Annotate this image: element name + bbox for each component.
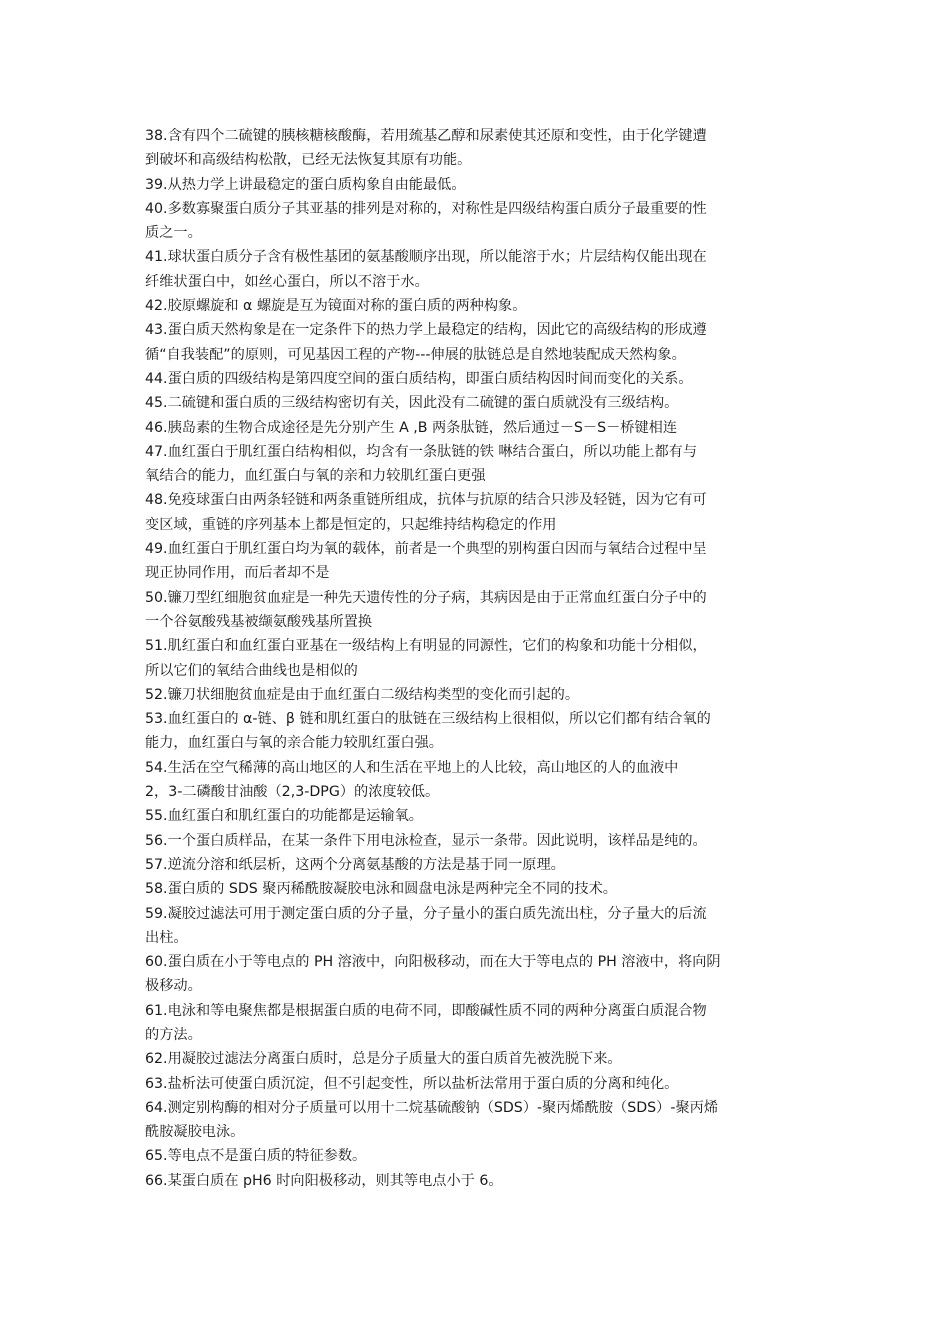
text-line: 53.血红蛋白的 α-链、β 链和肌红蛋白的肽链在三级结构上很相似，所以它们都有结合氧的: [145, 711, 711, 728]
document-body: [145, 124, 805, 1193]
text-line: 59.凝胶过滤法可用于测定蛋白质的分子量，分子量小的蛋白质先流出柱，分子量大的后流: [145, 905, 707, 922]
text-line: 能力，血红蛋白与氧的亲合能力较肌红蛋白强。: [145, 735, 443, 752]
text-line: 极移动。: [145, 978, 202, 995]
text-line: 纤维状蛋白中，如丝心蛋白，所以不溶于水。: [145, 273, 429, 290]
text-line: 58.蛋白质的 SDS 聚丙稀酰胺凝胶电泳和圆盘电泳是两种完全不同的技术。: [145, 881, 617, 898]
text-line: 55.血红蛋白和肌红蛋白的功能都是运输氧。: [145, 808, 423, 825]
text-line: 62.用凝胶过滤法分离蛋白质时，总是分子质量大的蛋白质首先被洗脱下来。: [145, 1051, 622, 1068]
text-line: 酰胺凝胶电泳。: [145, 1124, 245, 1141]
text-line: 42.胶原螺旋和 α 螺旋是互为镜面对称的蛋白质的两种构象。: [145, 298, 527, 315]
text-line: 现正协同作用，而后者却不是: [145, 565, 330, 582]
text-line: 63.盐析法可使蛋白质沉淀，但不引起变性，所以盐析法常用于蛋白质的分离和纯化。: [145, 1075, 679, 1092]
text-line: 49.血红蛋白于肌红蛋白均为氧的载体，前者是一个典型的别构蛋白因而与氧结合过程中呈: [145, 541, 707, 558]
text-line: 出柱。: [145, 929, 188, 946]
text-line: 65.等电点不是蛋白质的特征参数。: [145, 1148, 367, 1165]
text-line: 氧结合的能力，血红蛋白与氧的亲和力较肌红蛋白更强: [145, 468, 486, 485]
text-line: 57.逆流分溶和纸层析，这两个分离氨基酸的方法是基于同一原理。: [145, 856, 565, 873]
text-line: 的方法。: [145, 1026, 202, 1043]
text-line: 到破坏和高级结构松散，已经无法恢复其原有功能。: [145, 152, 472, 169]
text-line: 64.测定别构酶的相对分子质量可以用十二烷基硫酸钠（SDS）-聚丙烯酰胺（SDS）-聚丙烯: [145, 1099, 719, 1116]
text-line: 51.肌红蛋白和血红蛋白亚基在一级结构上有明显的同源性，它们的构象和功能十分相似，: [145, 638, 707, 655]
text-line: 质之一。: [145, 225, 202, 242]
text-line: 47.血红蛋白于肌红蛋白结构相似，均含有一条肽链的铁 啉结合蛋白，所以功能上都有与: [145, 443, 698, 460]
text-line: 52.镰刀状细胞贫血症是由于血红蛋白二级结构类型的变化而引起的。: [145, 686, 580, 703]
text-line: 所以它们的氧结合曲线也是相似的: [145, 662, 358, 679]
text-line: 48.免疫球蛋白由两条轻链和两条重链所组成，抗体与抗原的结合只涉及轻链，因为它有可: [145, 492, 707, 509]
text-line: 39.从热力学上讲最稳定的蛋白质构象自由能最低。: [145, 176, 466, 193]
text-line: 38.含有四个二硫键的胰核糖核酸酶，若用巯基乙醇和尿素使其还原和变性，由于化学键遭: [145, 128, 707, 144]
text-line: 43.蛋白质天然构象是在一定条件下的热力学上最稳定的结构，因此它的高级结构的形成遵: [145, 322, 707, 339]
text-line: 41.球状蛋白质分子含有极性基团的氨基酸顺序出现，所以能溶于水；片层结构仅能出现在: [145, 249, 707, 266]
text-line: 54.生活在空气稀薄的高山地区的人和生活在平地上的人比较，高山地区的人的血液中: [145, 759, 679, 776]
text-line: 一个谷氨酸残基被缬氨酸残基所置换: [145, 613, 373, 630]
text-line: 44.蛋白质的四级结构是第四度空间的蛋白质结构，即蛋白质结构因时间而变化的关系。: [145, 370, 693, 387]
text-line: 60.蛋白质在小于等电点的 PH 溶液中，向阳极移动，而在大于等电点的 PH 溶液中，将向阴: [145, 954, 721, 971]
text-line: 66.某蛋白质在 pH6 时向阳极移动，则其等电点小于 6。: [145, 1172, 503, 1189]
text-line: 50.镰刀型红细胞贫血症是一种先天遗传性的分子病，其病因是由于正常血红蛋白分子中的: [145, 589, 707, 606]
text-line: 46.胰岛素的生物合成途径是先分别产生 A ,B 两条肽链，然后通过－S－S－桥键相连: [145, 419, 678, 436]
text-line: 循“自我装配”的原则，可见基因工程的产物---伸展的肽链总是自然地装配成天然构象。: [145, 346, 686, 363]
text-line: 变区域，重链的序列基本上都是恒定的，只起维持结构稳定的作用: [145, 516, 557, 533]
text-line: 40.多数寡聚蛋白质分子其亚基的排列是对称的，对称性是四级结构蛋白质分子最重要的性: [145, 200, 707, 217]
text-line: 2，3-二磷酸甘油酸（2,3-DPG）的浓度较低。: [145, 784, 440, 801]
text-line: 61.电泳和等电聚焦都是根据蛋白质的电荷不同，即酸碱性质不同的两种分离蛋白质混合物: [145, 1002, 707, 1019]
text-line: 45.二硫键和蛋白质的三级结构密切有关，因此没有二硫键的蛋白质就没有三级结构。: [145, 395, 679, 412]
text-line: 56.一个蛋白质样品，在某一条件下用电泳检查，显示一条带。因此说明，该样品是纯的。: [145, 832, 707, 849]
